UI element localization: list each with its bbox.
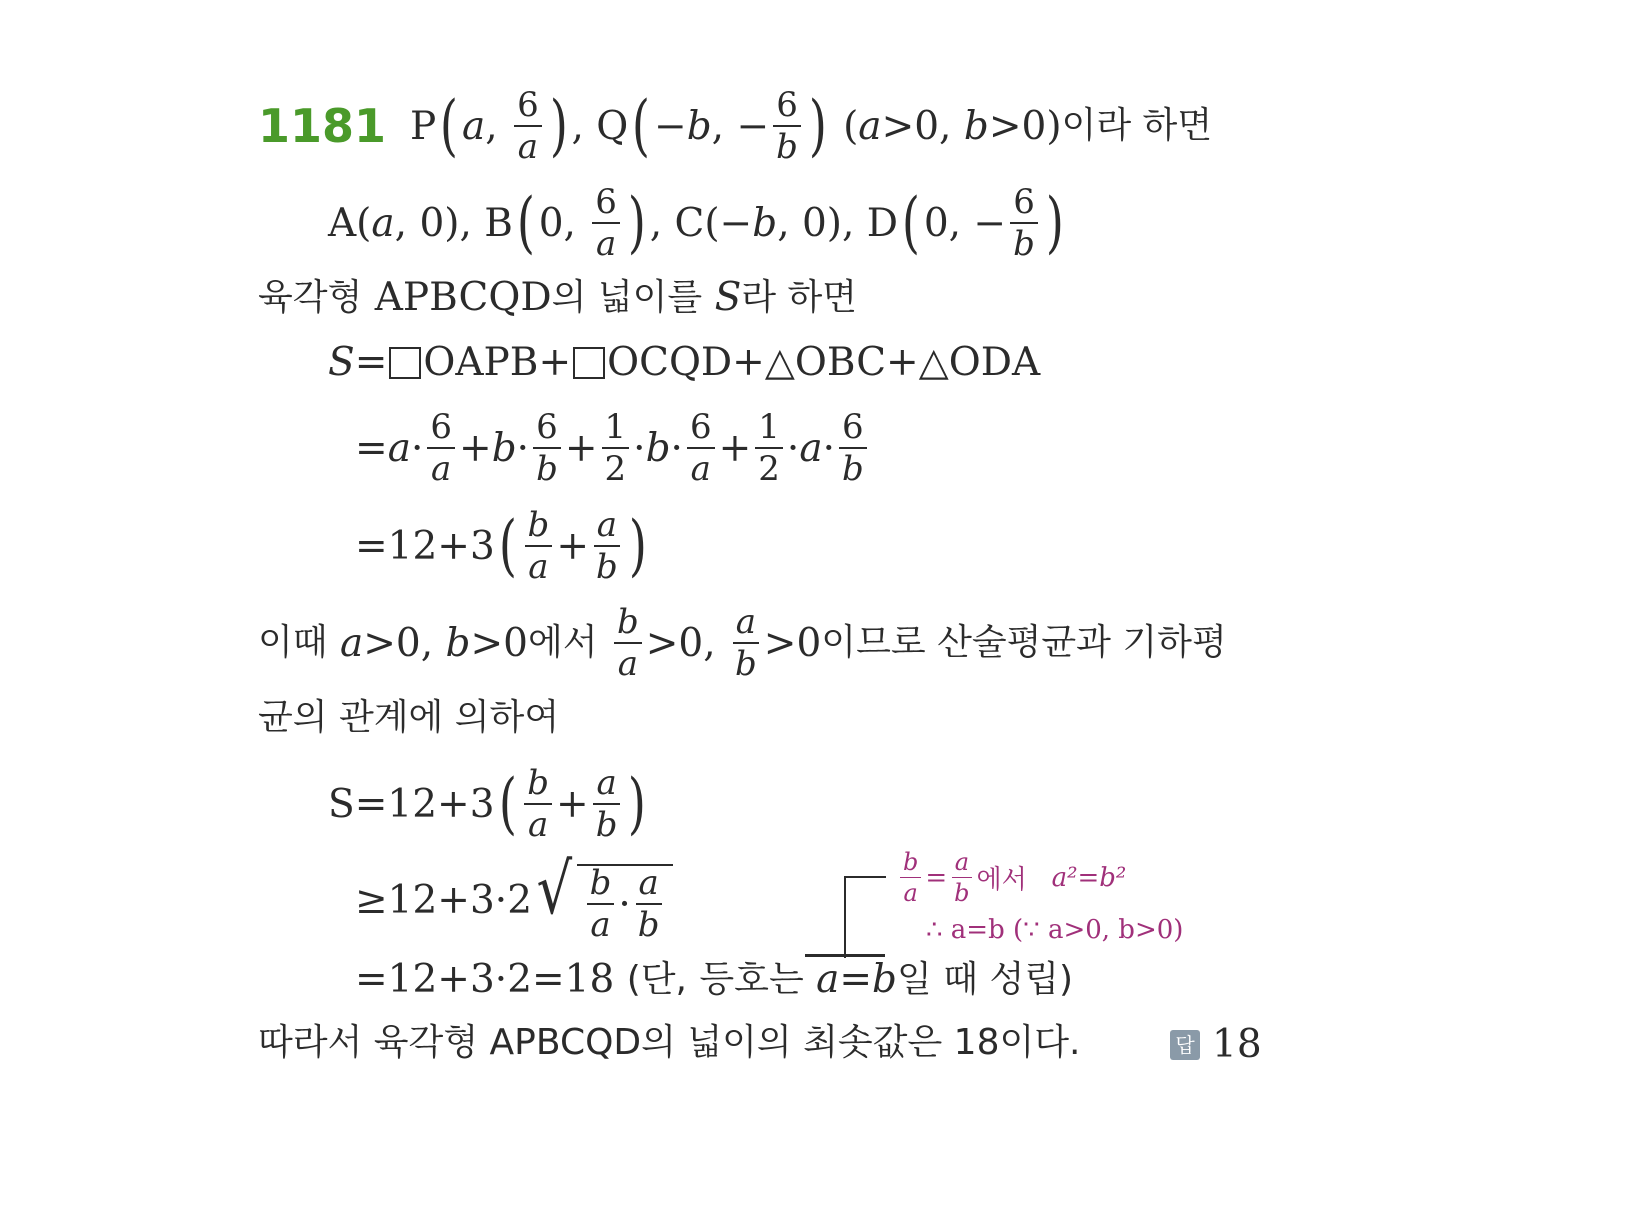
line-4: S = OAPB+ OCQD+△OBC+△ODA xyxy=(328,340,1041,385)
fraction: $\frac{6}{a}$ xyxy=(592,185,620,261)
fraction: $\frac{6}{a}$ xyxy=(514,88,542,164)
fraction: $\frac{6}{b}$ xyxy=(1010,185,1038,261)
line-11: =12+3·2=18 (단, 등호는 a=b 일 때 성립) xyxy=(355,957,1074,1002)
note-line-1: $\frac{b}{a}$ = $\frac{a}{b}$ 에서 a²=b² xyxy=(896,850,1126,905)
line-10: ≥12+3·2 √ $\frac{b}{a}$ · $\frac{a}{b}$ xyxy=(355,858,673,942)
line-9: S=12+3 ( $\frac{b}{a}$ + $\frac{a}{b}$ ) xyxy=(328,763,647,845)
problem-number: 1181 xyxy=(258,99,387,153)
answer-mark-icon: 답 xyxy=(1170,1030,1200,1060)
line-6: =12+3 ( $\frac{b}{a}$ + $\frac{a}{b}$ ) xyxy=(355,505,647,587)
line-12: 따라서 육각형 APBCQD의 넓이의 최솟값은 18이다. xyxy=(258,1022,1081,1063)
korean-text: 이라 하면 xyxy=(1061,105,1213,146)
note-line-2: ∴ a=b (∵ a>0, b>0) xyxy=(926,915,1184,945)
note-bracket-base xyxy=(805,954,885,957)
square-symbol xyxy=(389,347,421,379)
line-5: = a · $\frac{6}{a}$ + b · $\frac{6}{b}$ + $\frac{1}{2}$ · b · $\frac{6}{a}$ + $\frac{1}{2}$ · a · $\frac{6}{b}$ xyxy=(355,410,871,486)
square-symbol xyxy=(573,347,605,379)
fraction: $\frac{6}{b}$ xyxy=(773,88,801,164)
answer: 답 18 xyxy=(1170,1025,1262,1064)
line-8: 균의 관계에 의하여 xyxy=(258,697,560,738)
line-7: 이때 a >0, b >0 에서 $\frac{b}{a}$ >0, $\frac{a}{b}$ >0 이므로 산술평균과 기하평 xyxy=(258,602,1227,684)
note-bracket xyxy=(844,876,886,958)
line-2: A(a, 0), B ( 0, $\frac{6}{a}$ ) , C(− b , 0), D ( 0, − $\frac{6}{b}$ ) xyxy=(328,182,1064,264)
line-3: 육각형 APBCQD 의 넓이를 S 라 하면 xyxy=(258,275,858,320)
square-root: √ $\frac{b}{a}$ · $\frac{a}{b}$ xyxy=(532,858,673,942)
line-1: 1181 P ( a , $\frac{6}{a}$ ) , Q ( − b , − $\frac{6}{b}$ ) ( a >0, b >0) 이라 하면 xyxy=(258,85,1213,167)
